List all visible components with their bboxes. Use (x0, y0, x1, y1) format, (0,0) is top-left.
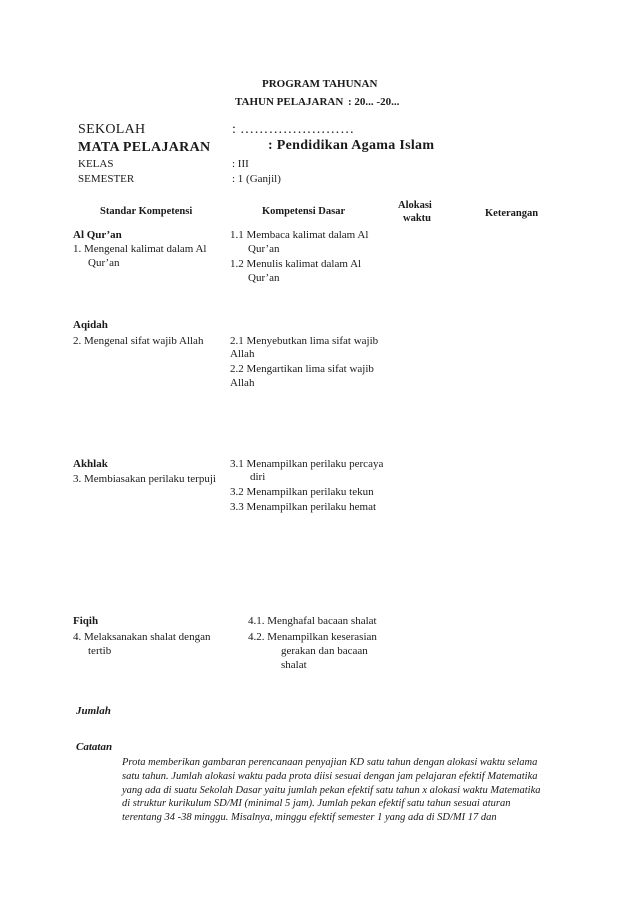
sk-4-line-1: 4. Melaksanakan shalat dengan (73, 631, 211, 643)
semester-value: : 1 (Ganjil) (232, 173, 281, 185)
kd-1-1-line-1: 1.1 Membaca kalimat dalam Al (230, 229, 369, 241)
kd-2-1-line-2: Allah (230, 348, 255, 360)
kd-1-1-line-2: Qur’an (248, 243, 280, 255)
kd-2-1-line-1: 2.1 Menyebutkan lima sifat wajib (230, 335, 379, 347)
sekolah-value: : …………………… (232, 122, 355, 137)
catatan-line-2: satu tahun. Jumlah alokasi waktu pada prota diisi sesuai dengan jam pelajaran efektif Matematika (122, 771, 538, 782)
header-standar-kompetensi: Standar Kompetensi (100, 206, 193, 217)
aspect-akhlak: Akhlak (73, 458, 108, 470)
header-kompetensi-dasar: Kompetensi Dasar (262, 206, 346, 217)
sekolah-label: SEKOLAH (78, 122, 146, 137)
sk-2-line-1: 2. Mengenal sifat wajib Allah (73, 335, 204, 347)
aspect-aqidah: Aqidah (73, 319, 108, 331)
catatan-line-3: yang ada di suatu Sekolah Dasar yaitu jumlah pekan efektif satu tahun x alokasi waktu Matematika (122, 785, 541, 796)
aspect-fiqih: Fiqih (73, 615, 99, 627)
kd-4-2-line-2: gerakan dan bacaan (281, 645, 368, 657)
semester-label: SEMESTER (78, 173, 135, 185)
kelas-label: KELAS (78, 158, 114, 170)
kd-2-2-line-2: Allah (230, 377, 255, 389)
header-alokasi: Alokasi (398, 200, 432, 211)
catatan-label: Catatan (76, 741, 113, 753)
mapel-label: MATA PELAJARAN (78, 140, 211, 155)
kd-1-2-line-2: Qur’an (248, 272, 280, 284)
kd-2-2-line-1: 2.2 Mengartikan lima sifat wajib (230, 363, 374, 375)
kd-3-1-line-2: diri (250, 471, 266, 483)
jumlah-label: Jumlah (76, 705, 111, 717)
catatan-line-4: di struktur kurikulum SD/MI (minimal 5 jam). Jumlah pekan efektif satu tahun sesuai aturan (122, 798, 511, 809)
sk-4-line-2: tertib (88, 645, 112, 657)
header-waktu: waktu (403, 213, 432, 224)
kelas-value: : III (232, 158, 249, 170)
year-value: : 20... -20... (348, 96, 400, 108)
catatan-line-1: Prota memberikan gambaran perencanaan penyajian KD satu tahun dengan alokasi waktu selama (122, 757, 538, 768)
sk-1-line-1: 1. Mengenal kalimat dalam Al (73, 243, 207, 255)
aspect-alquran: Al Qur’an (73, 229, 122, 241)
kd-3-3: 3.3 Menampilkan perilaku hemat (230, 501, 377, 513)
kd-4-2-line-1: 4.2. Menampilkan keserasian (248, 631, 377, 643)
kd-3-2: 3.2 Menampilkan perilaku tekun (230, 486, 374, 498)
catatan-line-5: terentang 34 -38 minggu. Misalnya, minggu efektif semester 1 yang ada di SD/MI 17 dan (122, 812, 497, 823)
header-keterangan: Keterangan (485, 208, 539, 219)
kd-3-1-line-1: 3.1 Menampilkan perilaku percaya (230, 458, 384, 470)
sk-3-line-1: 3. Membiasakan perilaku terpuji (73, 473, 216, 485)
sk-1-line-2: Qur’an (88, 257, 120, 269)
year-label: TAHUN PELAJARAN (235, 96, 344, 108)
mapel-value: : Pendidikan Agama Islam (268, 138, 435, 153)
kd-4-1: 4.1. Menghafal bacaan shalat (248, 615, 377, 627)
kd-4-2-line-3: shalat (281, 659, 307, 671)
kd-1-2-line-1: 1.2 Menulis kalimat dalam Al (230, 258, 362, 270)
document-title: PROGRAM TAHUNAN (262, 78, 378, 90)
